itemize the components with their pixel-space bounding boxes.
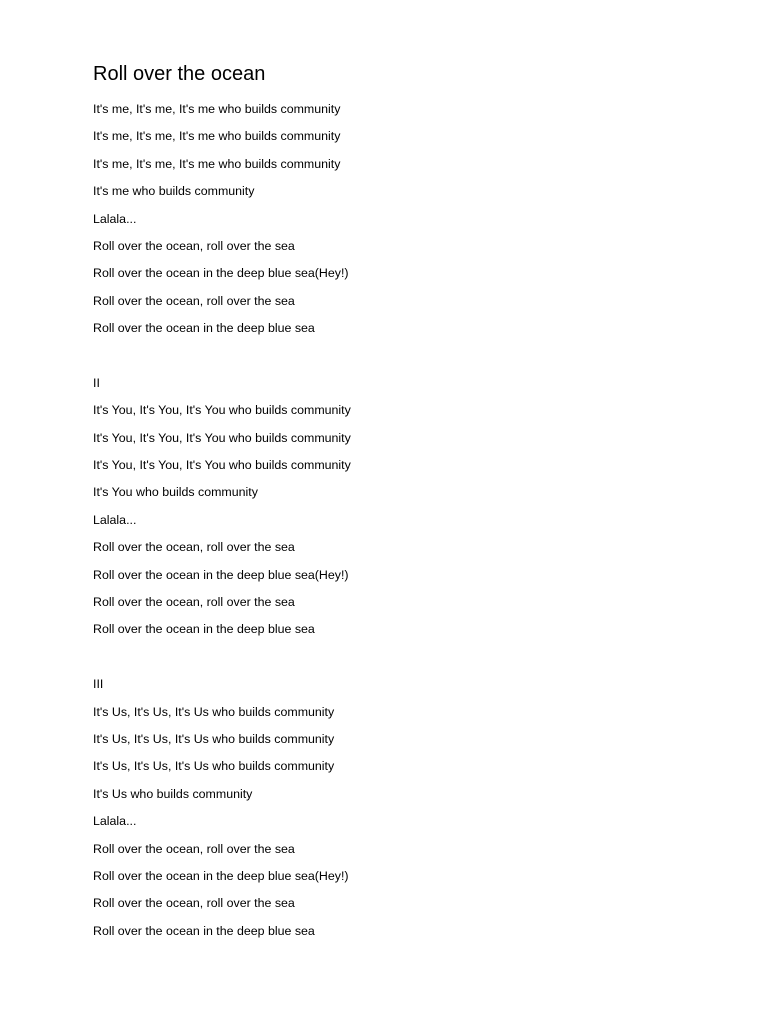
- lyric-line: It's me, It's me, It's me who builds community: [93, 129, 341, 144]
- lyric-line: It's You, It's You, It's You who builds community: [93, 403, 351, 418]
- lyric-line: Roll over the ocean, roll over the sea: [93, 841, 295, 856]
- lyric-line: Roll over the ocean, roll over the sea: [93, 595, 295, 610]
- verse-label: II: [93, 375, 100, 390]
- verse-1: [93, 96, 713, 343]
- lyric-line: Roll over the ocean, roll over the sea: [93, 293, 295, 308]
- lyric-line: It's You who builds community: [93, 485, 258, 500]
- lyric-line: It's You, It's You, It's You who builds community: [93, 430, 351, 445]
- verse-label: III: [93, 677, 104, 692]
- lyric-line: Roll over the ocean in the deep blue sea: [93, 321, 315, 336]
- lyric-line: Lalala...: [93, 211, 137, 226]
- lyric-line: Roll over the ocean, roll over the sea: [93, 540, 295, 555]
- verse-3: [93, 671, 713, 945]
- lyric-line: Roll over the ocean in the deep blue sea: [93, 622, 315, 637]
- lyric-line: Roll over the ocean in the deep blue sea(Hey!): [93, 868, 349, 883]
- lyric-line: Roll over the ocean in the deep blue sea(Hey!): [93, 567, 349, 582]
- lyric-line: It's me who builds community: [93, 184, 255, 199]
- lyric-line: It's You, It's You, It's You who builds community: [93, 458, 351, 473]
- lyric-line: Roll over the ocean in the deep blue sea(Hey!): [93, 266, 349, 281]
- lyric-line: Roll over the ocean, roll over the sea: [93, 896, 295, 911]
- lyric-line: Lalala...: [93, 512, 137, 527]
- lyric-line: Roll over the ocean, roll over the sea: [93, 238, 295, 253]
- lyric-line: It's Us, It's Us, It's Us who builds community: [93, 731, 335, 746]
- document-page: [93, 60, 713, 945]
- page-title: Roll over the ocean: [93, 63, 266, 85]
- lyric-line: It's Us, It's Us, It's Us who builds community: [93, 759, 335, 774]
- verse-2: [93, 370, 713, 644]
- lyric-line: It's Us who builds community: [93, 786, 253, 801]
- lyric-line: It's Us, It's Us, It's Us who builds community: [93, 704, 335, 719]
- lyric-line: It's me, It's me, It's me who builds community: [93, 156, 341, 171]
- lyric-line: Lalala...: [93, 814, 137, 829]
- lyric-line: It's me, It's me, It's me who builds community: [93, 102, 341, 116]
- lyric-line: Roll over the ocean in the deep blue sea: [93, 923, 315, 938]
